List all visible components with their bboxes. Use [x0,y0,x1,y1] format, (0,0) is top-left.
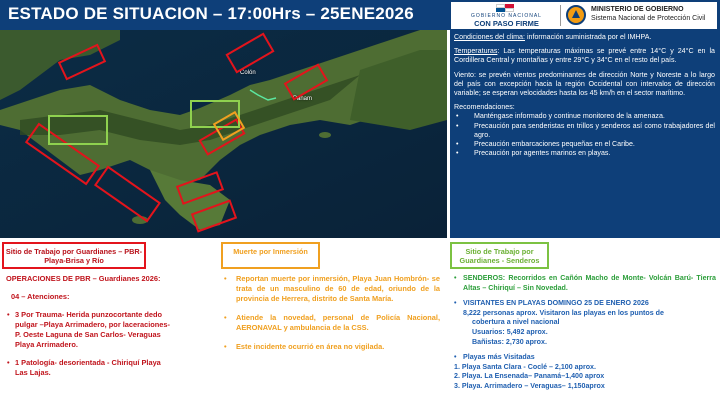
visitors-title: • VISITANTES EN PLAYAS DOMINGO 25 DE ENERO 2026 [454,299,716,309]
conditions-heading: Condiciones del clima: [454,33,525,41]
map-marker-green[interactable] [48,115,108,145]
trauma-item-line: P. Oeste Laguna de San Carlos- Veraguas [15,330,161,339]
temperature-text: : Las temperaturas máximas se prevé entre 14°C y 24°C en la Cordillera Central y montañas y entre 29°C y 34°C en el resto del país. [454,47,715,65]
recommendations-heading: Recomendaciones: [454,103,515,112]
page-title: ESTADO DE SITUACION – 17:00Hrs – 25ENE2026 [8,4,414,23]
recommendation-item: • Manténgase informado y continue monitoreo de la amenaza. [454,112,715,121]
guardians-pbr-column [0,240,213,410]
header-bar [0,0,720,30]
beach-item: 1. Playa Santa Clara - Coclé – 2,100 aprox. [454,362,596,371]
civil-protection-icon [566,5,586,25]
weather-panel [450,30,720,238]
trails-paragraph [454,274,716,293]
area-note: • Este incidente ocurrió en área no vigilada. [222,342,440,352]
trails-label: SENDEROS: [463,274,506,282]
users-count: Usuarios: 5,492 aprox. [472,327,548,336]
temperature-paragraph [454,47,715,65]
map-label-colon: Colón [240,70,256,76]
immersion-death-column [214,240,446,410]
beach-item: 2. Playa. La Ensenada– Panamá–1,400 aprox [454,372,605,381]
conditions-paragraph [454,33,715,42]
logos-panel [451,2,717,29]
government-slogan: CON PASO FIRME [474,19,539,28]
response-report: • Atiende la novedad, personal de Policía Nacional, AERONAVAL y ambulancia de la CSS. [222,313,440,333]
attentions-count: 04 – Atenciones: [11,292,70,301]
government-label: GOBIERNO NACIONAL [471,13,542,19]
guardians-pbr-content [6,274,210,378]
most-visited-title: • Playas más Visitadas [454,353,716,363]
visitors-line: cobertura a nivel nacional [472,318,560,327]
recommendation-item: • Precaución por agentes marinos en playas. [454,149,715,158]
temperature-heading: Temperaturas [454,47,498,56]
pathology-item-line: • 1 Patología- desorientada - Chiriquí Playa [6,358,210,368]
guardians-trails-column [448,240,720,410]
map-label-panama: Panam [293,96,313,102]
recommendation-item: • Precaución embarcaciones pequeñas en el Caribe. [454,140,715,149]
wind-text: : se prevén vientos predominantes de dirección Norte y Noreste a lo largo del país con excepción hacia la región Occidental con intervalos de dirección variable; se esperan velocidades hasta los 45 km/h en el sector marítimo. [454,70,715,98]
panama-flag-icon [496,4,514,12]
logo-divider [560,5,561,26]
immersion-death-content [222,274,440,361]
recommendation-item: • Precaución para senderistas en trillos y senderos así como trabajadores del agro. [454,122,715,140]
pathology-item-line: Las Lajas. [15,368,51,377]
visitors-line: 8,222 personas aprox. Visitaron las playas en los puntos de [463,308,664,317]
wind-paragraph [454,71,715,99]
satellite-map[interactable] [0,30,447,238]
operations-title: OPERACIONES DE PBR – Guardianes 2026: [6,274,161,283]
guardians-trails-content [454,274,716,392]
bathers-count: Bañistas: 2,730 aprox. [472,337,547,346]
trauma-item-line: Playa Arrimadero. [15,340,78,349]
beach-item: 3. Playa. Arrimadero – Veraguas– 1,150aprox [454,381,605,390]
agency-name: Sistema Nacional de Protección Civil [591,15,706,22]
conditions-text: información suministrada por el IMHPA. [524,33,652,41]
government-logo [459,4,554,27]
immersion-death-header: Muerte por Inmersión [221,242,320,269]
wind-heading: Viento [454,70,474,79]
guardians-trails-header: Sitio de Trabajo por Guardianes - Senderos [450,242,549,269]
ministry-name: MINISTERIO DE GOBIERNO [591,6,684,13]
trauma-item-line: pulgar –Playa Arrimadero, por laceraciones- [15,320,170,329]
incident-report: • Reportan muerte por inmersión, Playa Juan Hombrón- se trata de un masculino de 60 de edad, oriundo de la provincia de Herrera, distrito de Santa María. [222,274,440,304]
recommendations-list [454,112,715,158]
guardians-pbr-header: Sitio de Trabajo por Guardianes – PBR- Playa-Brisa y Río [2,242,146,269]
trails-text: Recorridos en Cañón Macho de Monte- Volcán Barú- Tierra Altas – Chiriquí – Sin Novedad. [463,274,716,292]
trauma-item-line: • 3 Por Trauma- Herida punzocortante dedo [6,310,210,320]
